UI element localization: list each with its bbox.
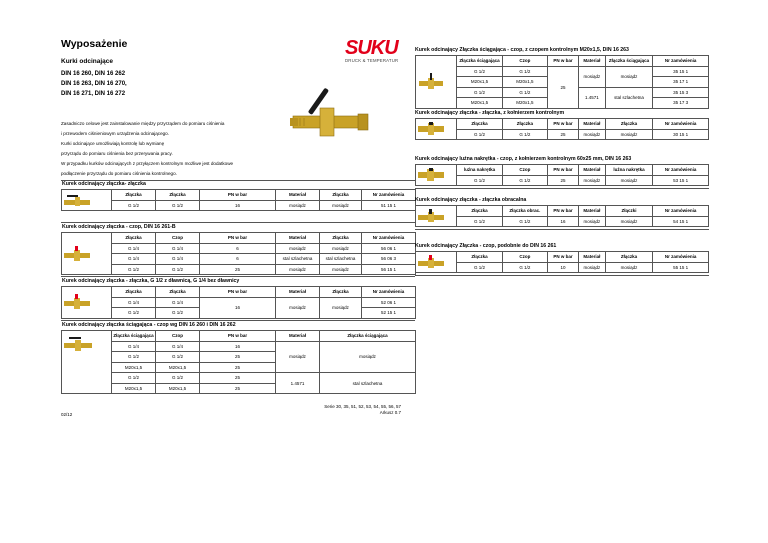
col-header: Złączka [320,287,362,298]
table-cell: 25 [200,264,276,275]
product-thumbnail [416,252,457,273]
table-cell: G 1/2 [112,352,156,363]
col-header: Złączka [112,287,156,298]
table-cell: mosiądz [605,66,652,87]
table-cell: G 1/2 [112,200,156,211]
col-header: Złączka [320,233,362,244]
col-header: Złączka ściągająca [112,331,156,342]
table-cell: M20x1,5 [112,362,156,373]
col-header: PN w bar [548,56,579,67]
product-thumbnail [62,190,112,211]
table-cell: G 1/2 [502,66,547,77]
table-cell: mosiądz [320,264,362,275]
table-cell: 25 [200,383,276,394]
table-cell: 55 15 1 [653,262,709,273]
valve-icon [417,73,445,91]
table-cell: mosiądz [605,262,652,273]
table-cell: mosiądz [578,175,605,186]
table-cell: G 1/2 [156,200,200,211]
table-cell: M20x1,5 [502,77,547,88]
table-cell: G 1/2 [457,175,502,186]
table-cell: 6 [200,254,276,265]
product-thumbnail [62,233,112,275]
col-header: Złączka [320,190,362,201]
table-cell: 56 15 1 [362,264,416,275]
col-header: PN w bar [548,206,579,217]
table-cell: 25 [200,373,276,384]
table-t2 [415,118,709,140]
valve-icon [63,293,91,311]
model-line: DIN 16 263, DIN 16 270, [61,81,127,87]
col-header: PN w bar [200,287,276,298]
col-header: Czop [502,165,547,176]
col-header: Złączka [605,252,652,263]
col-header: Złączka [156,287,200,298]
description-line: i przewodem ciśnieniowym urządzenia odcinającego. [61,131,170,136]
table-cell: mosiądz [276,200,320,211]
table-cell: G 1/2 [156,352,200,363]
col-header: Materiał [276,287,320,298]
table-cell: M20x1,5 [156,383,200,394]
table-cell: mosiądz [276,341,320,373]
table-cell: G 1/2 [112,308,156,319]
product-thumbnail [416,206,457,227]
table-t7 [415,251,709,273]
col-header: Złączka [457,206,502,217]
col-header: Złączka ściągająca [320,331,416,342]
footer [324,404,401,416]
divider [415,229,709,230]
table-cell: 35 17 3 [653,98,709,109]
table-cell: 52 15 1 [362,308,416,319]
table-cell: 25 [548,175,579,186]
col-header: Nr zamówienia [653,252,709,263]
col-header: PN w bar [548,165,579,176]
table-cell: stal szlachetna [320,373,416,394]
table-cell: 30 15 1 [653,129,709,140]
section-title: Kurek odcinający złączka- złączka [62,181,146,187]
table-cell: 56 06 1 [362,243,416,254]
table-cell: M20x1,5 [502,98,547,109]
product-thumbnail [416,119,457,140]
col-header: Złączka [112,233,156,244]
model-line: DIN 16 271, DIN 16 272 [61,91,126,97]
table-cell: 16 [200,341,276,352]
section-title: Kurek odcinający złączka - złączka, z kołnierzem kontrolnym [415,110,565,116]
col-header: Złączki [605,206,652,217]
valve-icon [63,193,91,207]
table-cell: G 1/2 [457,87,502,98]
table-cell: G 1/2 [112,373,156,384]
table-cell: M20x1,5 [457,77,502,88]
main-product-image [288,78,374,147]
valve-icon [417,209,445,223]
table-cell: 10 [548,262,579,273]
divider [61,222,415,223]
table-cell: mosiądz [578,216,605,227]
table-cell: mosiądz [320,243,362,254]
col-header: Materiał [276,331,320,342]
col-header: Nr zamówienia [653,56,709,67]
divider [415,188,709,189]
col-header: PN w bar [548,119,579,130]
table-t6 [61,232,416,275]
col-header: Materiał [276,190,320,201]
col-header: luźna nakrętka [605,165,652,176]
table-cell: mosiądz [276,297,320,318]
table-cell: G 1/2 [156,308,200,319]
table-cell: 35 17 1 [653,77,709,88]
logo-word: SUKU [345,37,398,59]
table-cell: G 1/4 [156,243,200,254]
table-cell: 56 06 3 [362,254,416,265]
table-cell: G 1/2 [502,129,547,140]
table-cell: G 1/4 [112,297,156,308]
table-cell: G 1/2 [457,66,502,77]
table-cell: 52 06 1 [362,297,416,308]
model-line: DIN 16 260, DIN 16 262 [61,71,126,77]
logo-tagline: DRUCK & TEMPERATUR [345,58,399,63]
table-cell: G 1/2 [457,262,502,273]
table-cell: G 1/2 [502,216,547,227]
col-header: Materiał [276,233,320,244]
col-header: Nr zamówienia [653,119,709,130]
col-header: Nr zamówienia [362,233,416,244]
table-cell: G 1/2 [156,373,200,384]
table-cell: stal szlachetna [276,254,320,265]
section-title: Kurek odcinający Złączka - czop, podobnie do DIN 16 261 [415,243,557,249]
table-cell: 35 15 3 [653,87,709,98]
product-thumbnail [416,165,457,186]
page-number: 02/12 [61,412,73,417]
table-cell: 1.4571 [276,373,320,394]
table-cell: mosiądz [320,200,362,211]
table-t5 [415,205,709,227]
shut-off-valve-illustration [288,78,374,142]
col-header: Materiał [578,119,605,130]
section-title: Kurek odcinający złączka - złączka obracalna [415,197,527,203]
suku-logo [345,38,407,68]
col-header: Nr zamówienia [653,206,709,217]
model-list [61,69,127,99]
table-cell: G 1/4 [112,243,156,254]
table-t4 [61,189,416,211]
col-header: Czop [502,252,547,263]
table-cell: mosiądz [320,297,362,318]
table-cell: mosiądz [605,175,652,186]
table-cell: mosiądz [578,129,605,140]
page-subtitle: Kurki odcinające [61,58,114,65]
table-cell: G 1/2 [502,175,547,186]
table-cell: 25 [200,352,276,363]
section-title: Kurek odcinający złączka - złączka, G 1/2 z dławnicą, G 1/4 bez dławnicy [62,278,240,284]
section-title: Kurek odcinający Złączka ściągająca - czop, z czopem kontrolnym M20x1,5, DIN 16 263 [415,47,629,53]
description-line: Kurki odcinające umożliwiają kontrolę lub wymianę [61,141,165,146]
table-cell: M20x1,5 [156,362,200,373]
table-cell: 25 [548,66,579,108]
col-header: Złączka obrac. [502,206,547,217]
footer-series: Serie 30, 35, 51, 52, 53, 54, 55, 56, 57 [324,404,401,409]
table-t3 [415,164,709,186]
col-header: Złączka [457,119,502,130]
table-cell: 1.4571 [578,87,605,108]
table-cell: 16 [200,297,276,318]
table-cell: 53 15 1 [653,175,709,186]
table-cell: G 1/4 [156,341,200,352]
col-header: Złączka ściągająca [457,56,502,67]
valve-icon [417,168,445,182]
col-header: Czop [156,233,200,244]
valve-icon [417,255,445,269]
divider [61,276,415,277]
col-header: Złączka [605,119,652,130]
table-cell: G 1/2 [502,87,547,98]
table-cell: 16 [548,216,579,227]
description-line: W przypadku kurków odcinających z przyłączem kontrolnym możliwe jest dodatkowe [61,161,234,166]
col-header: luźna nakrętka [457,165,502,176]
table-t8 [61,286,416,319]
divider [61,320,415,321]
table-t9 [61,330,416,394]
col-header: Materiał [578,56,605,67]
valve-icon [417,122,445,136]
table-t1 [415,55,709,109]
col-header: Złączka [112,190,156,201]
table-cell: M20x1,5 [112,383,156,394]
table-cell: G 1/2 [457,216,502,227]
col-header: Materiał [578,165,605,176]
table-cell: mosiądz [578,262,605,273]
table-cell: 16 [200,200,276,211]
product-thumbnail [62,331,112,394]
description-line: przyrządu do pomiaru ciśnienia bez przerywania pracy. [61,151,173,156]
description-line: podłączenie przyrządu do pomiaru ciśnienia kontrolnego. [61,171,177,176]
table-cell: mosiądz [276,243,320,254]
col-header: PN w bar [200,190,276,201]
table-cell: mosiądz [320,341,416,373]
col-header: PN w bar [548,252,579,263]
divider [415,275,709,276]
col-header: PN w bar [200,331,276,342]
section-title: Kurek odcinający złączka ściągająca - czop wg DIN 16 260 i DIN 16 262 [62,322,236,328]
col-header: Złączka [457,252,502,263]
table-cell: mosiądz [605,216,652,227]
table-cell: mosiądz [276,264,320,275]
table-cell: 25 [200,362,276,373]
table-cell: G 1/4 [156,297,200,308]
footer-sheet: Arkusz 0.7 [379,410,401,415]
valve-icon [63,335,93,353]
col-header: Złączka [156,190,200,201]
table-cell: G 1/2 [112,264,156,275]
col-header: Złączka [502,119,547,130]
table-cell: 54 15 1 [653,216,709,227]
table-cell: stal szlachetna [320,254,362,265]
valve-icon [63,245,91,263]
col-header: Czop [156,331,200,342]
table-cell: G 1/4 [156,254,200,265]
table-cell: 6 [200,243,276,254]
table-cell: G 1/2 [502,262,547,273]
col-header: Czop [502,56,547,67]
table-cell: G 1/4 [112,341,156,352]
table-cell: mosiądz [605,129,652,140]
col-header: Materiał [578,206,605,217]
table-cell: M20x1,5 [457,98,502,109]
product-thumbnail [62,287,112,319]
table-cell: G 1/2 [156,264,200,275]
col-header: Złączka ściągająca [605,56,652,67]
col-header: Nr zamówienia [653,165,709,176]
table-cell: 35 15 1 [653,66,709,77]
col-header: PN w bar [200,233,276,244]
description [61,119,233,179]
table-cell: G 1/4 [112,254,156,265]
section-title: Kurek odcinający złączka - czop, DIN 16 261-B [62,224,176,230]
col-header: Nr zamówienia [362,287,416,298]
table-cell: mosiądz [578,66,605,87]
table-cell: G 1/2 [457,129,502,140]
table-cell: 25 [548,129,579,140]
col-header: Materiał [578,252,605,263]
section-title: Kurek odcinający luźna nakrętka - czop, z kołnierzem kontrolnym 60x25 mm, DIN 16 263 [415,156,632,162]
table-cell: stal szlachetna [605,87,652,108]
product-thumbnail [416,56,457,109]
table-cell: 51 15 1 [362,200,416,211]
col-header: Nr zamówienia [362,190,416,201]
description-line: Zasadniczo celowe jest zainstalowanie między przyrządem do pomiaru ciśnienia [61,121,225,126]
page-title: Wyposażenie [61,38,128,50]
